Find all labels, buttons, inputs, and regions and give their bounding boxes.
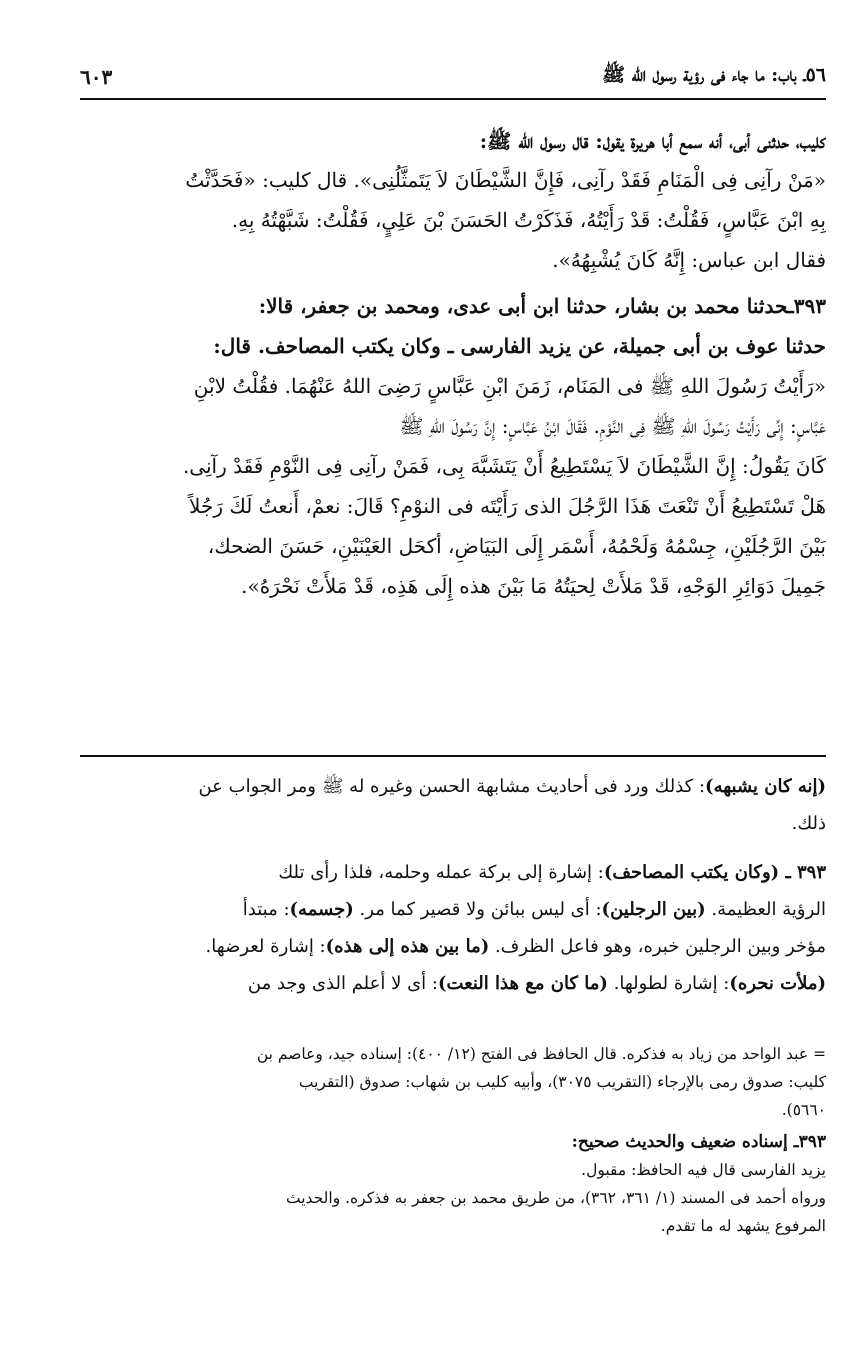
commentary-line xyxy=(80,768,826,805)
commentary-term: (جسمه) xyxy=(289,899,354,920)
commentary-term: (إنه كان يشبهه) xyxy=(705,776,826,797)
text-line: «مَنْ رآنِى فِى الْمَنَامِ فَقَدْ رآنِى، فَإِنَّ الشَّيْطَانَ لاَ يَتَمثَّلُنِى». قال كليب: «فَحَدَّثْتُ xyxy=(185,168,826,192)
commentary-line xyxy=(80,965,826,1002)
header-divider xyxy=(80,98,826,100)
footnote-line: يزيد الفارسى قال فيه الحافظ: مقبول. xyxy=(581,1161,826,1179)
page-header xyxy=(80,60,826,94)
commentary-text: : إشارة لطولها. xyxy=(607,973,730,994)
commentary-line xyxy=(80,891,826,928)
text-line: كليب، حدثنى أبى، أنه سمع أبا هريرة يقول: قال رسول الله ﷺ: xyxy=(479,129,826,153)
footnotes xyxy=(80,1040,826,1240)
commentary-term: (ما بين هذه إلى هذه) xyxy=(325,936,490,957)
section-divider xyxy=(80,755,826,757)
footnote-line: كليب: صدوق رمى بالإرجاء (التقريب ٣٠٧٥)، وأبيه كليب بن شهاب: صدوق (التقريب xyxy=(298,1073,826,1091)
commentary-term: (ما كان مع هذا النعت) xyxy=(437,973,608,994)
text-line: فقال ابن عباس: إِنَّهُ كَانَ يُشْبِهُهُ». xyxy=(552,248,826,272)
commentary-line xyxy=(80,854,826,891)
commentary-line xyxy=(80,928,826,965)
commentary-line: ذلك. xyxy=(791,813,826,834)
commentary-term: ٣٩٣ ـ (وكان يكتب المصاحف) xyxy=(603,862,826,883)
commentary-text: : إشارة لعرضها. xyxy=(205,936,326,957)
text-line: جَمِيلَ دَوَائِرِ الوَجْهِ، قَدْ مَلأَتْ لِحيَتُهُ مَا بَيْنَ هذه إِلَى هَذِه، قَدْ مَلأَتْ نَحْرَهُ». xyxy=(241,574,826,598)
commentary xyxy=(80,768,826,1002)
chapter-title: ٥٦ـ باب: ما جاء فى رؤية رسول الله ﷺ xyxy=(602,64,826,86)
commentary-text: : مبتدأ xyxy=(242,899,290,920)
text-line: «رَأَيْتُ رَسُولَ اللهِ ﷺ فى المَنَام، زَمَنَ ابْنِ عَبَّاسٍ رَضِىَ اللهُ عَنْهُمَا. فقُلْتُ لابْنِ xyxy=(193,374,826,398)
text-line: بِهِ ابْنَ عَبَّاسٍ، فَقُلْتُ: قَدْ رَأَيْتُهُ، فَذَكَرْتُ الحَسَنَ بْنَ عَلِيٍ، فَقُلْتُ: شَبَّهْتُهُ بِهِ. xyxy=(231,208,826,232)
text-line: حدثنا عوف بن أبى جميلة، عن يزيد الفارسى ـ وكان يكتب المصاحف. قال: xyxy=(213,334,826,358)
commentary-text: : إشارة إلى بركة عمله وحلمه، فلذا رأى تلك xyxy=(278,862,604,883)
isnad-text: حدثنا محمد بن بشار، حدثنا ابن أبى عدى، ومحمد بن جعفر، قالا: xyxy=(258,294,788,318)
text-line: هَلْ تَسْتَطِيعُ أَنْ تَنْعَتَ هَذَا الرَّجُلَ الذى رَأَيْتَه فى النوْمِ؟ قَالَ: نعمْ، أَنعتُ لَكَ رَجُلاً xyxy=(189,494,826,518)
hadith-number: ٣٩٣ـ xyxy=(787,294,826,318)
commentary-text: : كذلك ورد فى أحاديث مشابهة الحسن وغيره له ﷺ ومر الجواب عن xyxy=(198,776,706,797)
commentary-text: : أى ليس ببائن ولا قصير كما مر. xyxy=(353,899,602,920)
footnote-line: ورواه أحمد فى المسند (١/ ٣٦١، ٣٦٢)، من طريق محمد بن جعفر به فذكره. والحديث xyxy=(286,1189,826,1207)
text-line: كَانَ يَقُولُ: إِنَّ الشَّيْطَانَ لاَ يَسْتَطِيعُ أَنْ يَتَشَبَّهَ بِى، فَمَنْ رآنِى فِى النَّوْمِ فَقَدْ رآنِى. xyxy=(182,454,826,478)
text-line: بَيْنَ الرَّجُلَيْنِ، جِسْمُهُ وَلَحْمُهُ، أَسْمَر إِلَى البَيَاضِ، أكحَل العَيْنَيْنِ، حَسَنَ الضحك، xyxy=(207,534,826,558)
footnote-line: ٥٦٦٠). xyxy=(781,1101,826,1119)
footnote-line: = عبد الواحد من زياد به فذكره. قال الحافظ فى الفتح (١٢/ ٤٠٠): إسناده جيد، وعاصم بن xyxy=(256,1045,826,1063)
text-line xyxy=(80,286,826,326)
commentary-text: : أى لا أعلم الذى وجد من xyxy=(247,973,438,994)
commentary-term: (ملأت نحره) xyxy=(729,973,826,994)
commentary-text: مؤخر وبين الرجلين خبره، وهو فاعل الظرف. xyxy=(489,936,826,957)
hadith-text xyxy=(80,122,826,606)
footnote-heading: ٣٩٣ـ إسناده ضعيف والحديث صحيح: xyxy=(571,1132,826,1152)
footnote-line: المرفوع يشهد له ما تقدم. xyxy=(660,1217,826,1235)
commentary-term: (بين الرجلين) xyxy=(601,899,706,920)
text-line: عَبَّاسٍ: إِنِّى رَأَيْتُ رَسُولَ اللهِ ﷺ فِى النَّوْمِ. فَقَالَ ابْنُ عَبَّاسٍ: إِنَّ رَسُولَ اللهِ ﷺ xyxy=(399,414,826,438)
commentary-text: الرؤية العظيمة. xyxy=(705,899,826,920)
page-number: ٦٠٣ xyxy=(80,65,113,89)
